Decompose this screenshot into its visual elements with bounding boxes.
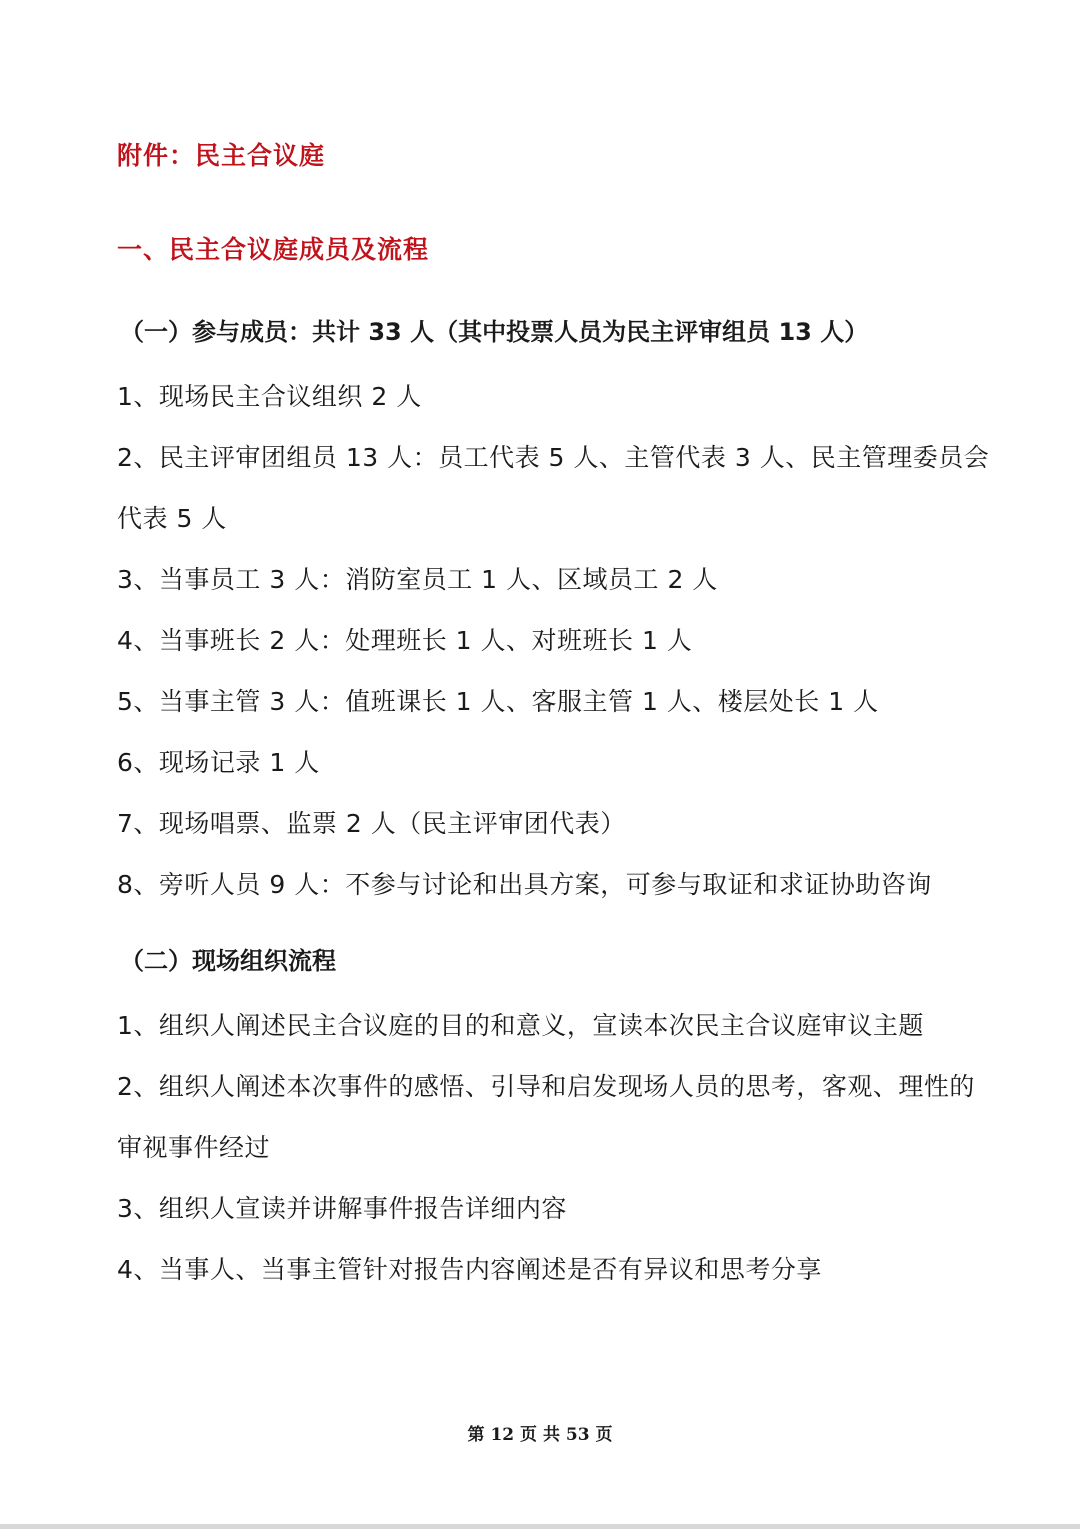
part1-heading: （一）参与成员：共计 33 人（其中投票人员为民主评审组员 13 人） [120,318,869,346]
list-item: 2、民主评审团组员 13 人：员工代表 5 人、主管代表 3 人、民主管理委员会 [117,443,990,472]
page-suffix: 页 [595,1425,613,1445]
list-item: 7、现场唱票、监票 2 人（民主评审团代表） [117,809,626,838]
list-item-continuation: 代表 5 人 [117,504,227,533]
list-item: 4、当事人、当事主管针对报告内容阐述是否有异议和思考分享 [117,1255,822,1284]
list-item: 6、现场记录 1 人 [117,748,320,777]
page-middle: 页 共 [520,1425,560,1445]
part2-heading: （二）现场组织流程 [120,947,336,975]
list-item: 8、旁听人员 9 人：不参与讨论和出具方案，可参与取证和求证协助咨询 [117,870,932,899]
section-title: 一、民主合议庭成员及流程 [117,235,430,264]
list-item: 5、当事主管 3 人：值班课长 1 人、客服主管 1 人、楼层处长 1 人 [117,687,879,716]
list-item: 1、组织人阐述民主合议庭的目的和意义，宣读本次民主合议庭审议主题 [117,1011,924,1040]
list-item: 1、现场民主合议组织 2 人 [117,382,422,411]
bottom-divider [0,1524,1080,1529]
total-pages: 53 [565,1425,590,1445]
list-item: 2、组织人阐述本次事件的感悟、引导和启发现场人员的思考，客观、理性的 [117,1072,975,1101]
current-page: 12 [490,1425,515,1445]
list-item: 3、当事员工 3 人：消防室员工 1 人、区域员工 2 人 [117,565,718,594]
page-number [0,1420,1080,1445]
attachment-title: 附件：民主合议庭 [117,141,326,170]
list-item-continuation: 审视事件经过 [117,1133,271,1162]
list-item: 4、当事班长 2 人：处理班长 1 人、对班班长 1 人 [117,626,693,655]
page-prefix: 第 [467,1425,485,1445]
list-item: 3、组织人宣读并讲解事件报告详细内容 [117,1194,567,1223]
